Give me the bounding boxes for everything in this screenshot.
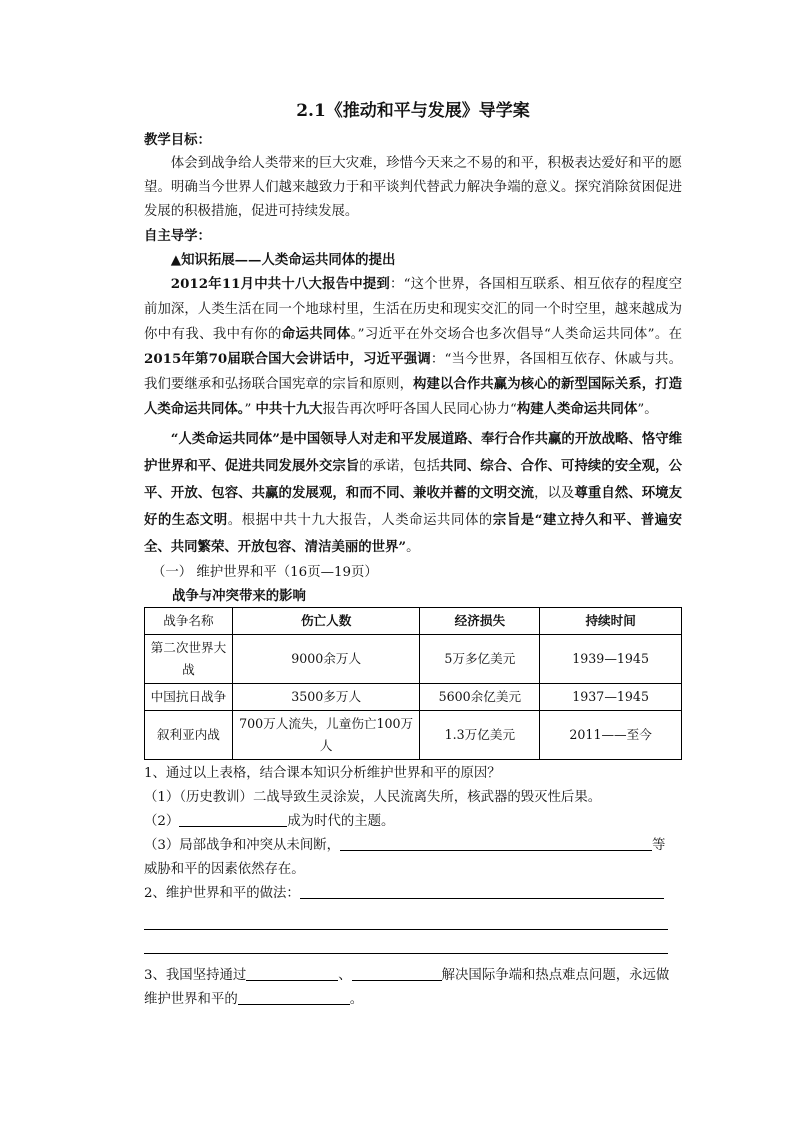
table-header-cell: 伤亡人数 xyxy=(232,608,420,635)
objectives-heading: 教学目标： xyxy=(144,132,211,148)
p1-seg: 构建以合作共赢为核心的新型国际关系，打造人类命运共同体。 xyxy=(144,376,682,417)
document-content xyxy=(144,96,682,1012)
p1-seg: ：“当今世界，各国相互依存、休戚与共。我们要继承和弘扬联合国宪章的宗旨和原则， xyxy=(144,352,682,392)
p1-seg: ：“这个世界，各国相互联系、相互依存的程度空前加深，人类生活在同一个地球村里，生活在历史和现实交汇的同一个时空里，越来越成为你中有我、我中有你的 xyxy=(144,277,682,342)
table-header-row xyxy=(145,608,682,635)
table-row xyxy=(145,684,682,711)
p2-seg: 。根据中共十九大报告，人类命运共同体的 xyxy=(227,513,493,528)
answer-1-2-suffix: 成为时代的主题。 xyxy=(287,814,395,829)
answer-1-2-prefix: （2） xyxy=(144,814,180,829)
p1-seg: 。”习近平在外交场合也多次倡导“人类命运共同体”。在 xyxy=(350,327,682,342)
table-cell: 第二次世界大战 xyxy=(145,635,233,684)
question-3-end: 。 xyxy=(349,992,364,1007)
p1-seg: 2012年11月中共十八大报告中提到 xyxy=(170,276,391,292)
section-heading-1: （一） 维护世界和平（16页—19页） xyxy=(152,565,378,580)
p2-seg: 的承诺，包括 xyxy=(359,459,440,474)
table-header-cell: 持续时间 xyxy=(540,608,682,635)
answer-1-3-continued: 威胁和平的因素依然存在。 xyxy=(144,862,305,877)
p1-seg: 构建人类命运共同体 xyxy=(516,401,638,417)
p2-seg: ，以及 xyxy=(534,486,575,501)
fill-blank[interactable] xyxy=(246,964,338,981)
question-2-label: 2、维护世界和平的做法： xyxy=(144,886,300,901)
p2-seg: 共同、综合、合作、可持续的安全观，公平、开放、包容、共赢的发展观，和而不同、兼收并蓄的文明交流 xyxy=(144,458,683,501)
answer-1-3 xyxy=(144,834,682,858)
p1-seg: 报告再次呼吁各国人民同心协力“ xyxy=(322,402,517,417)
p2-seg: “人类命运共同体”是中国领导人对走 xyxy=(170,431,388,447)
question-3-prefix: 3、我国坚持通过 xyxy=(144,968,247,983)
page-title: 2.1《推动和平与发展》导学案 xyxy=(296,101,530,121)
table-cell: 1939—1945 xyxy=(540,635,682,684)
question-1: 1、通过以上表格，结合课本知识分析维护世界和平的原因？ xyxy=(144,766,501,781)
p1-seg: 2015年第70届联合国大会讲话中，习近平强调 xyxy=(144,351,431,367)
table-cell: 1937—1945 xyxy=(540,684,682,711)
paragraph-1 xyxy=(144,272,682,422)
p1-seg: ” xyxy=(244,402,256,417)
paragraph-2 xyxy=(144,426,682,561)
p1-seg: ”。 xyxy=(637,402,658,417)
answer-line[interactable] xyxy=(144,906,668,930)
fill-blank[interactable] xyxy=(179,810,287,827)
answer-1-3-suffix: 等 xyxy=(652,838,666,853)
table-cell: 1.3万亿美元 xyxy=(420,711,540,760)
table-cell: 叙利亚内战 xyxy=(145,711,233,760)
table-cell: 3500多万人 xyxy=(232,684,420,711)
answer-1-1: （1）（历史教训）二战导致生灵涂炭，人民流离失所，核武器的毁灭性后果。 xyxy=(144,790,602,805)
table-header-cell: 经济损失 xyxy=(420,608,540,635)
p2-seg: 和平发展道路、奉行合作共赢的开放战略、恪守维护世界和平、促进共同发展外交宗旨 xyxy=(144,431,683,474)
fill-blank[interactable] xyxy=(300,882,664,899)
question-3 xyxy=(144,964,682,1012)
answer-line[interactable] xyxy=(144,930,668,954)
table-caption: 战争与冲突带来的影响 xyxy=(172,588,306,604)
answer-1-3-prefix: （3）局部战争和冲突从未间断， xyxy=(144,838,340,853)
self-study-heading: 自主导学： xyxy=(144,228,211,244)
table-cell: 700万人流失，儿童伤亡100万人 xyxy=(232,711,420,760)
table-row xyxy=(145,711,682,760)
p2-seg: 宗旨是“建立持久和平、普遍安全、共同繁荣、开放包容、清洁美丽的世界” xyxy=(144,512,683,555)
p1-seg: 中共十九大 xyxy=(255,401,323,417)
p1-seg: 命运共同体 xyxy=(281,326,351,342)
p2-seg: 。 xyxy=(406,540,420,555)
objectives-text: 体会到战争给人类带来的巨大灾难，珍惜今天来之不易的和平，积极表达爱好和平的愿望。明确当今世界人们越来越致力于和平谈判代替武力解决争端的意义。探究消除贫困促进发展的积极措施，促进可持续发展。 xyxy=(144,156,682,219)
fill-blank[interactable] xyxy=(238,988,350,1005)
table-cell: 中国抗日战争 xyxy=(145,684,233,711)
p2-seg: 尊重自然、环境友好的生态文明 xyxy=(144,485,683,528)
table-cell: 5600余亿美元 xyxy=(420,684,540,711)
fill-blank[interactable] xyxy=(340,834,652,851)
table-cell: 9000余万人 xyxy=(232,635,420,684)
fill-blank[interactable] xyxy=(352,964,442,981)
war-impact-table xyxy=(144,607,682,760)
table-cell: 2011——至今 xyxy=(540,711,682,760)
question-3-separator: 、 xyxy=(338,968,352,983)
question-2 xyxy=(144,882,682,906)
table-header-cell: 战争名称 xyxy=(145,608,233,635)
table-row xyxy=(145,635,682,684)
question-3-middle: 解决国际争端和热点难点问题，永远做维护世界和平的 xyxy=(144,968,670,1007)
knowledge-heading: ▲知识拓展——人类命运共同体的提出 xyxy=(170,252,396,268)
answer-1-2 xyxy=(144,810,682,834)
table-cell: 5万多亿美元 xyxy=(420,635,540,684)
